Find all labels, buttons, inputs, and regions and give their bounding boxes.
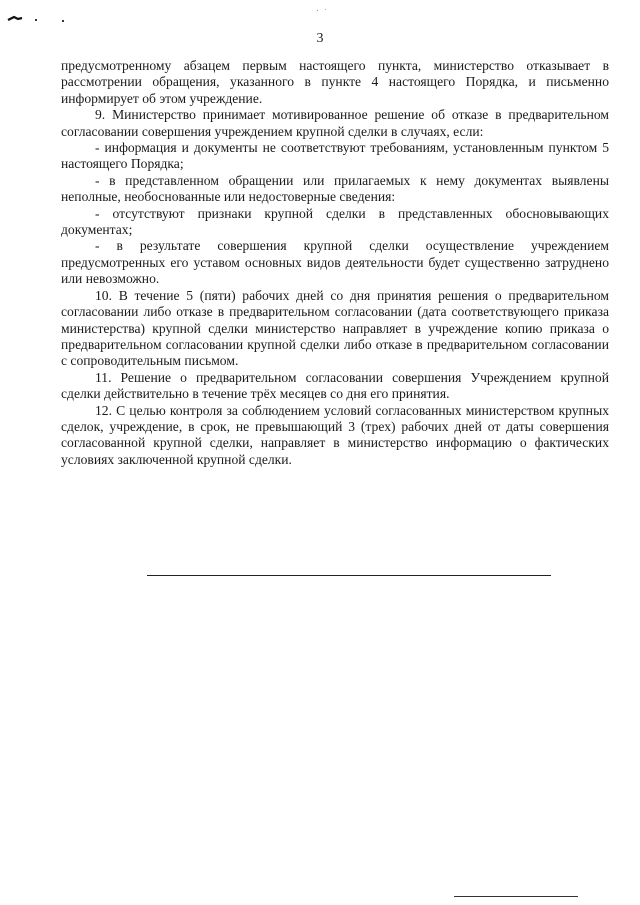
paragraph-12: 12. С целью контроля за соблюдением условий согласованных министерством крупных сделок, учреждение, в срок, не превышающий 3 (трех) рабочих дней от даты совершения согласованной крупной сделки, направляет в министерство информацию о фактических условиях заключенной крупной сделки. <box>61 402 609 467</box>
document-body <box>61 58 609 468</box>
list-item-invalid-info: - в представленном обращении или прилагаемых к нему документах выявлены неполные, необоснованные или недостоверные сведения: <box>61 172 609 205</box>
list-item-no-signs: - отсутствуют признаки крупной сделки в представленных обосновывающих документах; <box>61 205 609 238</box>
end-divider-line <box>147 575 551 576</box>
scan-artifact-mark <box>6 14 68 24</box>
list-item-requirements: - информация и документы не соответствуют требованиям, установленным пунктом 5 настоящего Порядка; <box>61 140 609 172</box>
scan-artifact-dots <box>316 8 328 14</box>
list-item-activity-hindered: - в результате совершения крупной сделки осуществление учреждением предусмотренных его уставом основных видов деятельности будет существенно затруднено или невозможно. <box>61 238 609 287</box>
paragraph-9: 9. Министерство принимает мотивированное решение об отказе в предварительном согласовании совершения учреждением крупной сделки в случаях, если: <box>61 107 609 139</box>
paragraph-11: 11. Решение о предварительном согласовании совершения Учреждением крупной сделки действительно в течение трёх месяцев со дня его принятия. <box>61 369 609 402</box>
footer-line <box>454 896 578 897</box>
paragraph-continuation: предусмотренному абзацем первым настоящего пункта, министерство отказывает в рассмотрении обращения, указанного в пункте 4 настоящего Порядка, и письменно информирует об этом учреждение. <box>61 58 609 106</box>
paragraph-10: 10. В течение 5 (пяти) рабочих дней со дня принятия решения о предварительном согласовании либо отказе в предварительном согласовании (дата соответствующего приказа министерства) крупной сделки министерство направляет в учреждение копию приказа о предварительном согласовании крупной сделки либо отказе в предварительном согласовании с сопроводительным письмом. <box>61 287 609 369</box>
page-number: 3 <box>316 31 324 46</box>
